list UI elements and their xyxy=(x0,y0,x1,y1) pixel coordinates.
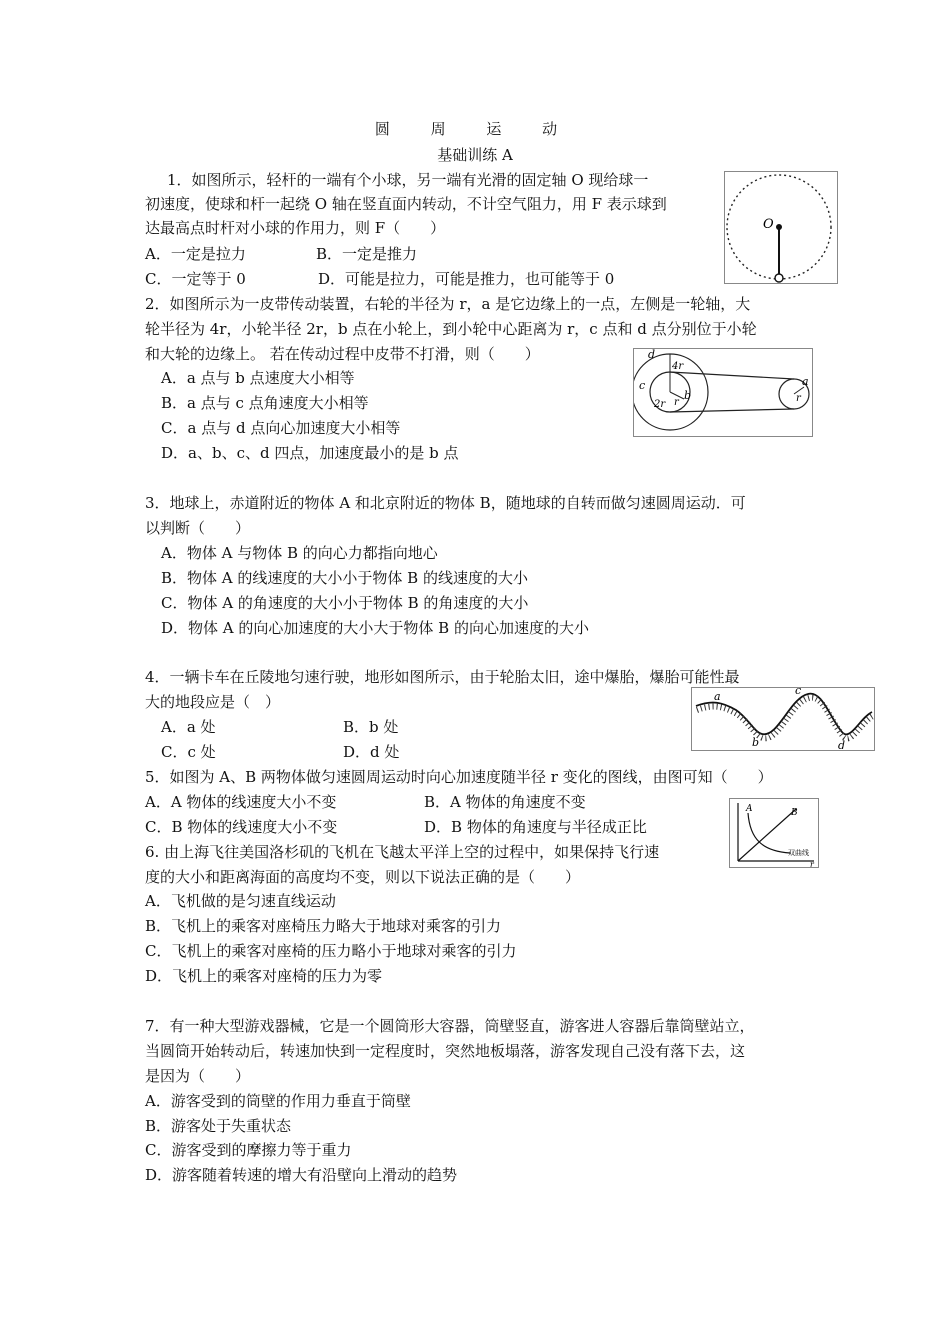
q1-option-b[interactable]: B．一定是推力 xyxy=(316,245,418,263)
q4-option-b[interactable]: B．b 处 xyxy=(343,718,399,736)
q5-option-b[interactable]: B．A 物体的角速度不变 xyxy=(424,793,586,811)
q6-line-1: 6. 由上海飞往美国洛杉矶的飞机在飞越太平洋上空的过程中，如果保持飞行速 xyxy=(145,843,660,861)
fig5-label-hyperbola: 双曲线 xyxy=(788,849,809,857)
q5-line-1: 5．如图为 A、B 两物体做匀速圆周运动时向心加速度随半径 r 变化的图线，由图可知（ ） xyxy=(145,768,773,786)
fig5-label-r: r xyxy=(810,860,814,867)
q4-option-c[interactable]: C．c 处 xyxy=(161,743,216,761)
q5-option-a[interactable]: A．A 物体的线速度大小不变 xyxy=(145,793,337,811)
q1-line-1: 1．如图所示，轻杆的一端有个小球，另一端有光滑的固定轴 O 现给球一 xyxy=(167,171,649,189)
q3-line-1: 3．地球上，赤道附近的物体 A 和北京附近的物体 B，随地球的自转而做匀速圆周运动．可 xyxy=(145,494,746,512)
fig5-label-a: A xyxy=(746,804,753,814)
q2-option-a[interactable]: A．a 点与 b 点速度大小相等 xyxy=(161,369,355,387)
fig4-label-a: a xyxy=(714,690,721,703)
q5-option-d[interactable]: D．B 物体的角速度与半径成正比 xyxy=(424,818,647,836)
q7-option-d[interactable]: D．游客随着转速的增大有沿壁向上滑动的趋势 xyxy=(145,1166,458,1184)
q1-line-3: 达最高点时杆对小球的作用力，则 F（ ） xyxy=(145,219,446,237)
fig2-label-4r: 4r xyxy=(672,361,684,372)
q7-line-2: 当圆筒开始转动后，转速加快到一定程度时，突然地板塌落，游客发现自己没有落下去，这 xyxy=(145,1042,746,1060)
q3-option-a[interactable]: A．物体 A 与物体 B 的向心力都指向地心 xyxy=(161,544,438,562)
q2-line-3: 和大轮的边缘上。 若在传动过程中皮带不打滑，则（ ） xyxy=(145,345,540,363)
fig1-ball xyxy=(775,274,783,282)
q2-option-d[interactable]: D．a、b、c、d 四点，加速度最小的是 b 点 xyxy=(161,444,459,462)
q6-option-d[interactable]: D．飞机上的乘客对座椅的压力为零 xyxy=(145,967,383,985)
fig4-terrain-line xyxy=(696,694,872,735)
fig2-label-2r: 2r xyxy=(654,399,666,410)
q6-line-2: 度的大小和距离海面的高度均不变，则以下说法正确的是（ ） xyxy=(145,868,581,886)
fig2-label-r: r xyxy=(674,397,679,408)
q3-option-c[interactable]: C．物体 A 的角速度的大小小于物体 B 的角速度的大小 xyxy=(161,594,529,612)
fig1-label-o: O xyxy=(763,217,774,232)
q2-option-b[interactable]: B．a 点与 c 点角速度大小相等 xyxy=(161,394,369,412)
fig2-belt-bottom xyxy=(670,409,794,412)
fig4-label-d: d xyxy=(838,739,846,750)
q7-option-b[interactable]: B．游客处于失重状态 xyxy=(145,1117,292,1135)
fig2-label-d: d xyxy=(648,349,656,361)
q4-option-a[interactable]: A．a 处 xyxy=(161,718,216,736)
q4-line-2: 大的地段应是（ ） xyxy=(145,693,281,711)
q6-option-a[interactable]: A．飞机做的是匀速直线运动 xyxy=(145,892,336,910)
fig1-axis-point xyxy=(776,224,782,230)
fig2-belt-drive xyxy=(633,348,813,437)
fig5-acceleration-graph xyxy=(729,798,819,868)
q3-option-b[interactable]: B．物体 A 的线速度的大小小于物体 B 的线速度的大小 xyxy=(161,569,528,587)
fig2-label-r-right: r xyxy=(796,393,801,404)
fig2-belt-top xyxy=(670,372,794,379)
q7-option-c[interactable]: C．游客受到的摩擦力等于重力 xyxy=(145,1141,352,1159)
fig2-label-c: c xyxy=(639,379,646,392)
q6-option-c[interactable]: C．飞机上的乘客对座椅的压力略小于地球对乘客的引力 xyxy=(145,942,517,960)
q7-option-a[interactable]: A．游客受到的筒壁的作用力垂直于筒壁 xyxy=(145,1092,411,1110)
fig1-rod-circle xyxy=(724,171,838,284)
q3-option-d[interactable]: D．物体 A 的向心加速度的大小大于物体 B 的向心加速度的大小 xyxy=(161,619,589,637)
q1-option-a[interactable]: A．一定是拉力 xyxy=(145,245,246,263)
q4-option-d[interactable]: D．d 处 xyxy=(343,743,400,761)
q3-line-2: 以判断（ ） xyxy=(145,519,251,537)
fig4-hill-terrain xyxy=(691,687,875,751)
page-subtitle: 基础训练 A xyxy=(437,146,513,164)
q7-line-3: 是因为（ ） xyxy=(145,1067,251,1085)
q2-option-c[interactable]: C．a 点与 d 点向心加速度大小相等 xyxy=(161,419,401,437)
fig2-label-a: a xyxy=(802,375,809,388)
q2-line-1: 2．如图所示为一皮带传动装置，右轮的半径为 r，a 是它边缘上的一点，左侧是一轮轴，大 xyxy=(145,295,751,313)
q7-line-1: 7．有一种大型游戏器械，它是一个圆筒形大容器，筒壁竖直，游客进人容器后靠筒壁站立， xyxy=(145,1017,755,1035)
fig4-label-b: b xyxy=(752,736,760,749)
fig2-label-b: b xyxy=(684,389,692,402)
q1-option-c[interactable]: C．一定等于 0 xyxy=(145,270,246,288)
q4-line-1: 4．一辆卡车在丘陵地匀速行驶，地形如图所示，由于轮胎太旧，途中爆胎，爆胎可能性最 xyxy=(145,668,740,686)
page-title: 圆 周 运 动 xyxy=(374,120,576,138)
q2-line-2: 轮半径为 4r，小轮半径 2r，b 点在小轮上，到小轮中心距离为 r，c 点和 d 点分别位于小轮 xyxy=(145,320,757,338)
q1-line-2: 初速度，使球和杆一起绕 O 轴在竖直面内转动，不计空气阻力，用 F 表示球到 xyxy=(145,195,667,213)
fig5-label-b: B xyxy=(791,808,798,818)
q1-option-d[interactable]: D．可能是拉力，可能是推力，也可能等于 0 xyxy=(318,270,615,288)
fig4-label-c: c xyxy=(795,688,802,697)
q6-option-b[interactable]: B．飞机上的乘客对座椅压力略大于地球对乘客的引力 xyxy=(145,917,502,935)
q5-option-c[interactable]: C．B 物体的线速度大小不变 xyxy=(145,818,338,836)
